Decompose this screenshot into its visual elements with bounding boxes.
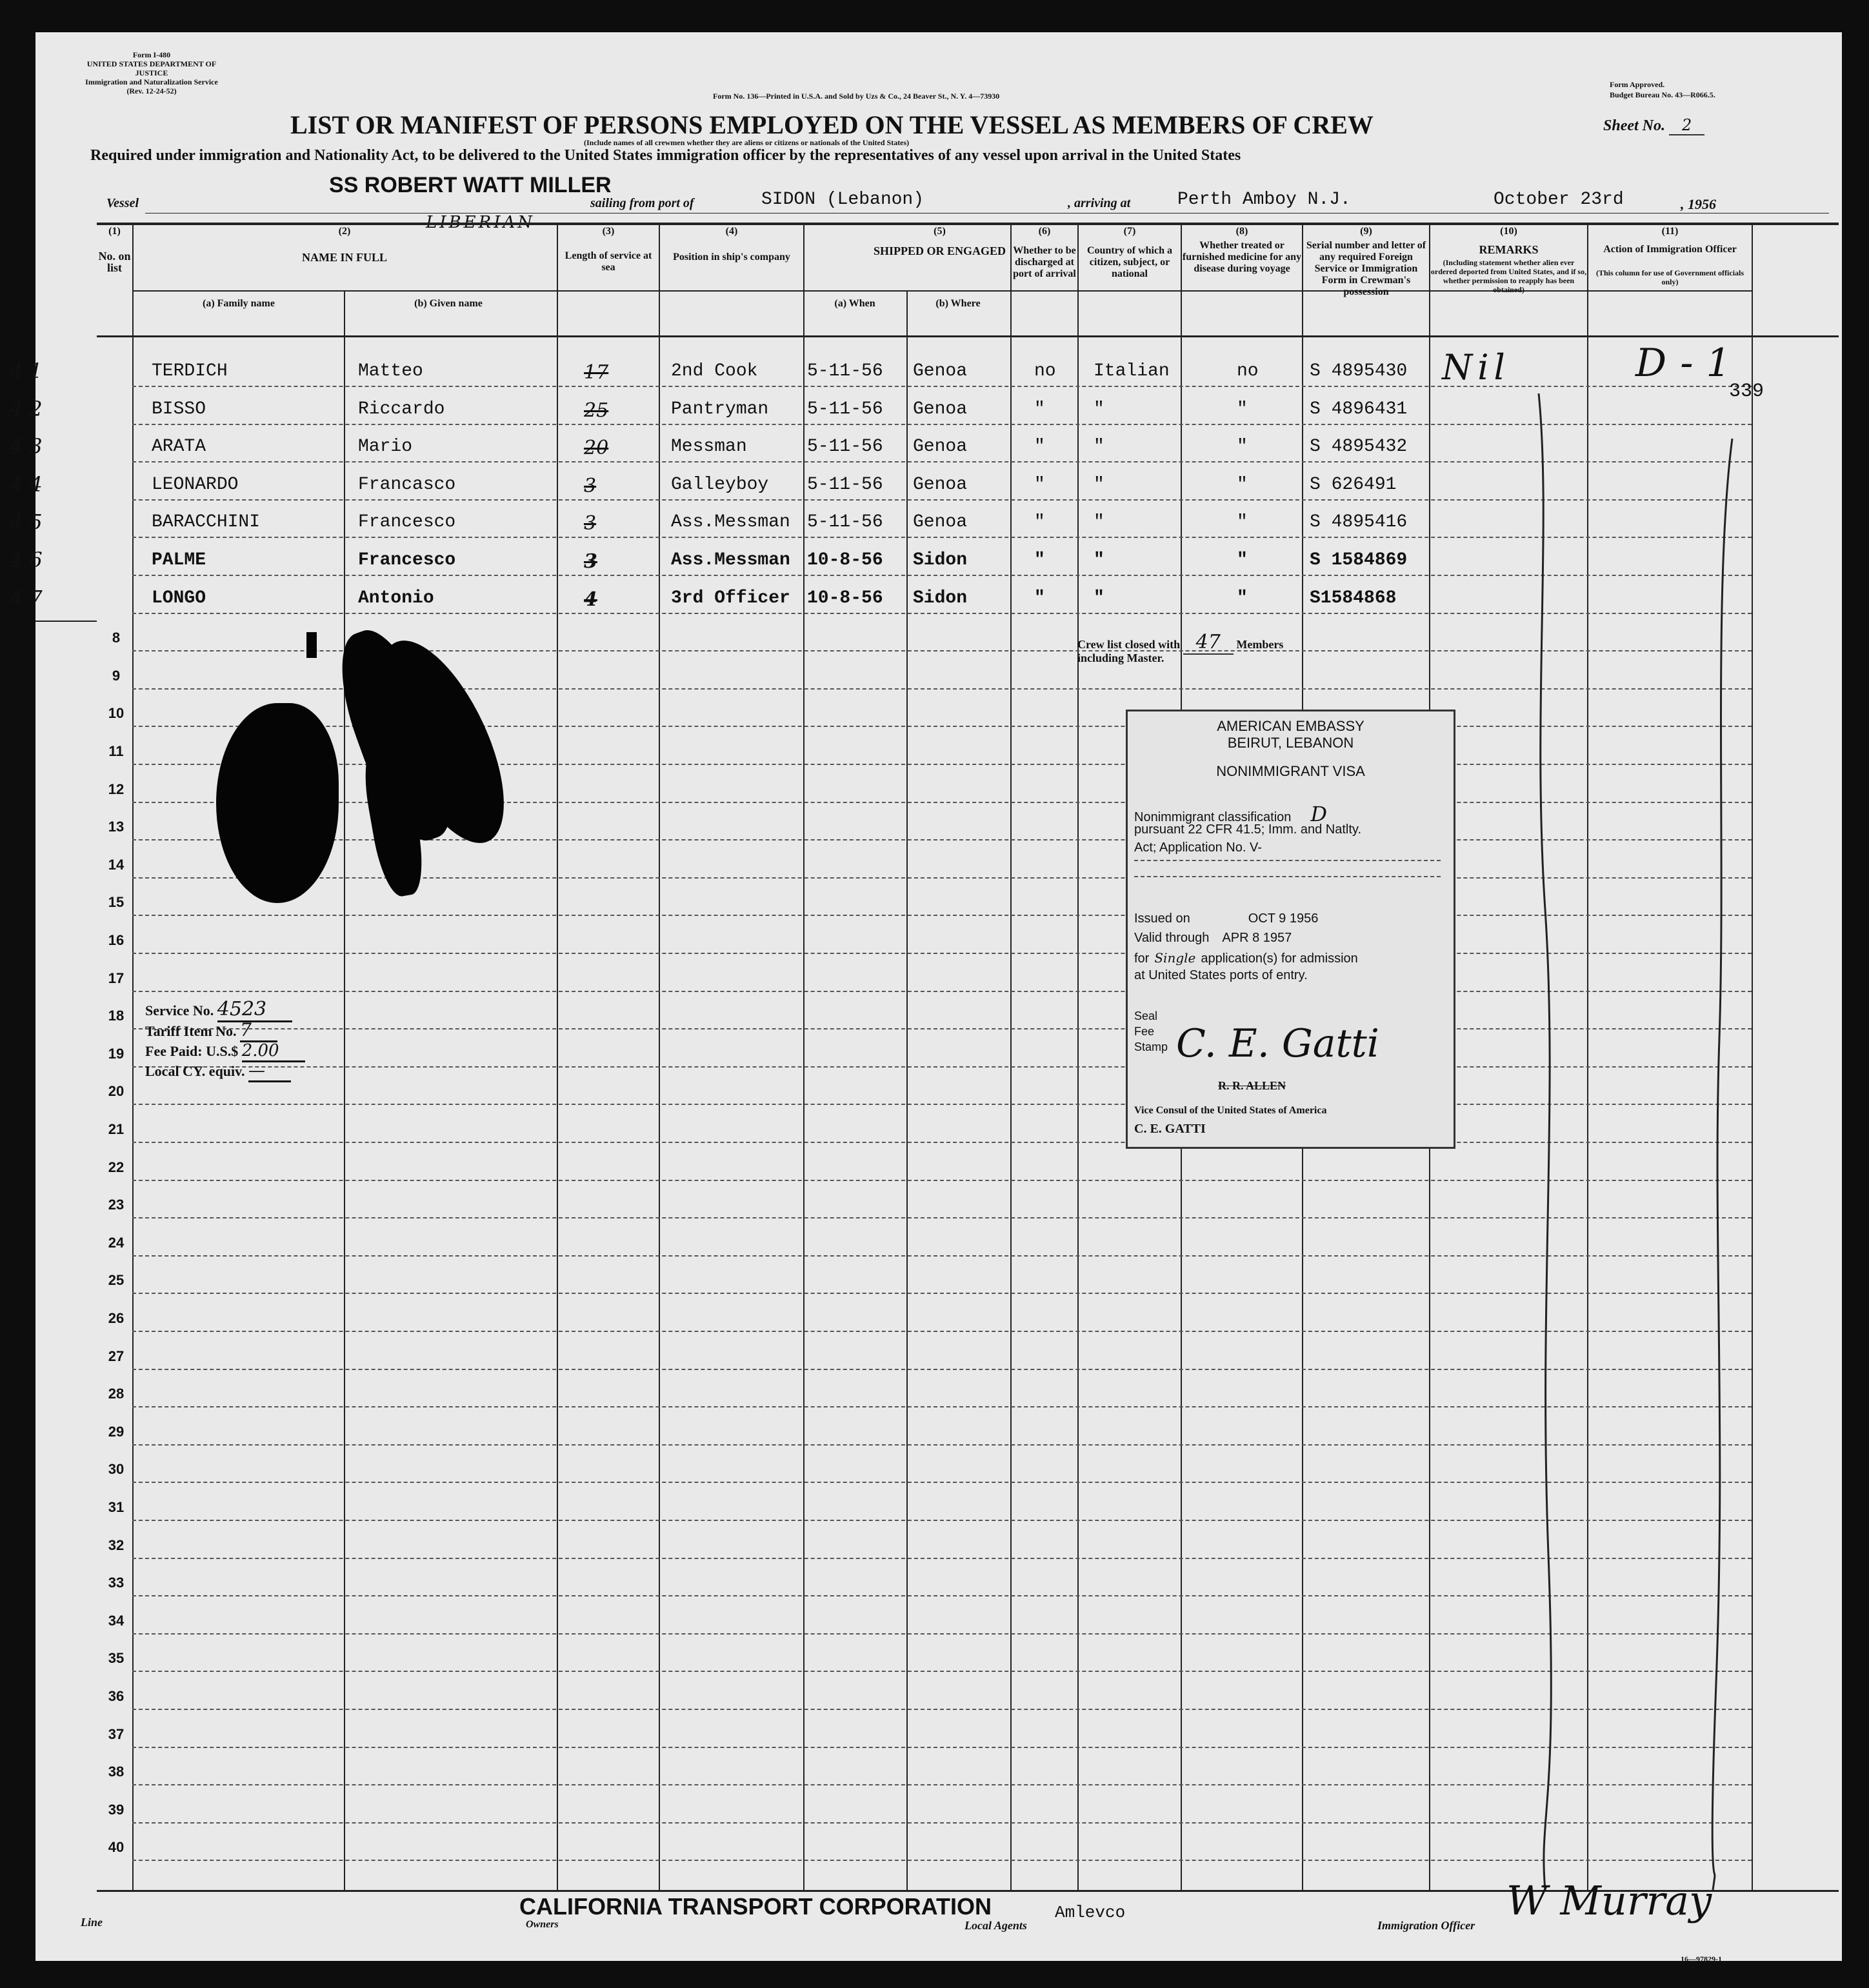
action-number: 339 [1729,381,1764,403]
row-number: 24 [108,1234,125,1251]
cell-discharge: " [1034,399,1045,419]
col2a-header: (a) Family name [203,298,275,309]
cell-country: " [1094,550,1104,570]
row-number: 22 [108,1158,125,1175]
col5-header: (5) SHIPPED OR ENGAGED [873,226,1006,257]
col11-header: (11) Action of Immigration Officer (This column for use of Government officials only) [1595,226,1744,286]
row-number: 16 [108,932,125,948]
cell-discharge: " [1034,550,1045,570]
crew-closed-master: including Master. [1077,651,1164,664]
cell-given: Francesco [358,550,456,570]
cell-family: TERDICH [152,361,228,381]
cell-serial: S 1584869 [1310,550,1408,570]
row-number: 19 [108,1045,125,1062]
arrival-year: , 1956 [1681,196,1716,212]
cell-where: Genoa [913,512,968,533]
cell-country: " [1094,512,1104,533]
cell-discharge: " [1034,474,1045,495]
cell-country: Italian [1094,361,1170,381]
manifest-sheet [10,32,1842,1963]
cell-family: BARACCHINI [152,512,261,533]
cell-position: 2nd Cook [671,361,758,381]
cell-when: 5-11-56 [807,474,883,495]
cell-where: Sidon [913,588,968,608]
seal-blot [216,703,339,903]
cell-where: Genoa [913,437,968,457]
vessel-name: SS ROBERT WATT MILLER [329,173,612,197]
seal-blot [306,632,317,658]
visa-for: for Single application(s) for admission [1134,950,1358,966]
remarks-nil: Nil [1442,347,1510,388]
cell-given: Mario [358,437,413,457]
row-number: 37 [108,1725,125,1742]
row-number: 35 [108,1650,125,1667]
visa-ports: at United States ports of entry. [1134,968,1308,982]
include-note: (Include names of all crewmen whether they are aliens or citizens or nationals of the United States) [584,138,910,147]
cell-medicine: " [1237,399,1248,419]
col8-header: (8) Whether treated or furnished medicine for any disease during voyage [1182,226,1302,274]
cell-serial: S 4895416 [1310,512,1408,533]
cell-service: 4 [584,588,597,611]
form-id-block [74,50,229,95]
sailing-label: sailing from port of [590,196,694,210]
row-number: 12 [108,780,125,797]
row-number: 38 [108,1764,125,1780]
visa-application: Act; Application No. V- [1134,840,1262,855]
cell-position: Galleyboy [671,474,769,495]
cell-service: 20 [584,437,609,460]
arriving-label: , arriving at [1068,196,1131,210]
cell-medicine: " [1237,474,1248,495]
vessel-label: Vessel [106,196,139,210]
cell-service: 25 [584,399,609,422]
officer-signature: W Murray [1506,1877,1712,1924]
row-number: 13 [108,819,125,835]
arriving-port: Perth Amboy N.J. [1177,190,1351,210]
cell-service: 3 [584,512,597,535]
cell-given: Antonio [358,588,434,608]
visa-type: NONIMMIGRANT VISA [1216,763,1365,779]
col9-header: (9) Serial number and letter of any required Foreign Service or Immigration Form in Crewman's possession [1306,226,1426,297]
cell-position: Ass.Messman [671,550,790,570]
row-number: 43 [10,434,49,459]
row-number: 33 [108,1575,125,1591]
cell-family: LONGO [152,588,206,608]
row-number: 45 [10,510,49,535]
budget-bureau: Budget Bureau No. 43—R066.5. [1610,90,1715,99]
cell-family: PALME [152,550,206,570]
cell-serial: S 4896431 [1310,399,1408,419]
row-number: 15 [108,894,125,911]
row-number: 26 [108,1310,125,1326]
cell-given: Francasco [358,474,456,495]
form-approved: Form Approved. [1610,80,1665,89]
col10-header: (10) REMARKS (Including statement whether alien ever ordered deported from United States, and if so, whether permission to reapply has been obtained) [1430,226,1587,294]
row-number: 18 [108,1008,125,1024]
visa-valid: Valid through APR 8 1957 [1134,931,1292,945]
visa-city: BEIRUT, LEBANON [1227,735,1354,751]
cell-family: LEONARDO [152,474,239,495]
owner-name: CALIFORNIA TRANSPORT CORPORATION [519,1893,992,1920]
row-number: 10 [108,705,125,722]
cell-position: 3rd Officer [671,588,790,608]
cell-service: 17 [584,361,609,384]
cell-medicine: " [1237,588,1248,608]
row-number: 11 [108,743,124,759]
service-line: Immigration and Naturalization Service [85,77,218,86]
cell-family: ARATA [152,437,206,457]
col6-header: (6) Whether to be discharged at port of arrival [1013,226,1076,279]
cell-where: Genoa [913,474,968,495]
cell-country: " [1094,588,1104,608]
row-number: 39 [108,1801,125,1818]
row-number: 31 [108,1499,125,1515]
row-number: 47 [10,585,49,610]
cell-discharge: " [1034,437,1045,457]
row-number: 30 [108,1461,125,1478]
service-block: Service No. 4523 Tariff Item No. 7 Fee Paid: U.S.$ 2.00 Local CY. equiv. — [145,1000,305,1081]
visa-stamp [1126,710,1455,1149]
form-number: Form I-480 [132,50,171,59]
cell-discharge: no [1034,361,1056,381]
cell-service: 3 [584,474,597,497]
cell-where: Sidon [913,550,968,570]
subtitle: Required under immigration and Nationality Act, to be delivered to the United States immigration officer by the representatives of any vessel upon arrival in the United States [90,147,1241,164]
col2b-header: (b) Given name [414,298,483,309]
row-number: 20 [108,1083,125,1100]
visa-issued: Issued on OCT 9 1956 [1134,911,1319,926]
crew-closed: Crew list closed with 47 Members [1077,631,1284,653]
form-code: 16—97829-1 [1681,1954,1722,1963]
cell-country: " [1094,474,1104,495]
ditto-lines [1442,393,1803,1909]
cell-when: 10-8-56 [807,588,883,608]
cell-given: Riccardo [358,399,445,419]
row-number: 23 [108,1197,125,1213]
col4-header: (4) Position in ship's company [673,226,790,263]
action-code: D-1 [1635,341,1744,386]
consul-name: C. E. GATTI [1134,1122,1206,1136]
visa-classification: Nonimmigrant classification D [1134,802,1328,826]
row-number: 44 [10,472,49,497]
cell-given: Matteo [358,361,423,381]
cell-when: 5-11-56 [807,512,883,533]
cell-position: Ass.Messman [671,512,790,533]
row-number: 34 [108,1612,125,1629]
struck-name: R. R. ALLEN [1218,1079,1286,1092]
cell-position: Pantryman [671,399,769,419]
col3-header: (3) Length of service at sea [565,226,652,273]
consul-title: Vice Consul of the United States of America [1134,1105,1327,1116]
cell-when: 10-8-56 [807,550,883,570]
sheet-number: Sheet No. 2 [1603,116,1704,135]
local-agent: Amlevco [1055,1903,1126,1922]
cell-where: Genoa [913,361,968,381]
owners-label: Owners [526,1919,559,1930]
col2-header: (2) NAME IN FULL [301,226,387,264]
officer-label: Immigration Officer [1377,1919,1475,1932]
row-number: 9 [112,667,121,684]
row-number: 29 [108,1423,125,1440]
consul-signature: C. E. Gatti [1176,1021,1379,1066]
row-number: 21 [108,1121,125,1137]
col5a-header: (a) When [834,298,875,309]
cell-serial: S 626491 [1310,474,1397,495]
cell-country: " [1094,437,1104,457]
cell-serial: S1584868 [1310,588,1397,608]
row-number: 36 [108,1688,125,1704]
page-title: LIST OR MANIFEST OF PERSONS EMPLOYED ON THE VESSEL AS MEMBERS OF CREW [290,110,1374,139]
cell-medicine: " [1237,512,1248,533]
printer-line: Form No. 136—Printed in U.S.A. and Sold by Uzs & Co., 24 Beaver St., N. Y. 4—73930 [713,92,1000,101]
sailing-port: SIDON (Lebanon) [761,190,925,210]
col5b-header: (b) Where [935,298,981,309]
cell-position: Messman [671,437,747,457]
visa-pursuant: pursuant 22 CFR 41.5; Imm. and Natlty. [1134,822,1362,837]
row-number: 27 [108,1347,125,1364]
cell-discharge: " [1034,512,1045,533]
row-number: 41 [10,359,49,383]
row-number: 46 [10,548,49,572]
revision: (Rev. 12-24-52) [126,86,177,95]
cell-medicine: no [1237,361,1259,381]
cell-when: 5-11-56 [807,399,883,419]
cell-when: 5-11-56 [807,437,883,457]
cell-service: 3 [584,550,597,573]
row-number: 40 [108,1839,125,1856]
col7-header: (7) Country of which a citizen, subject, or national [1086,226,1172,279]
dept-line: UNITED STATES DEPARTMENT OF JUSTICE [86,59,217,77]
col1-header: (1) No. on list [98,226,131,274]
line-label: Line [81,1916,103,1929]
cell-medicine: " [1237,550,1248,570]
visa-seal-fee: Seal Fee Stamp [1134,1009,1168,1053]
cell-serial: S 4895430 [1310,361,1408,381]
cell-family: BISSO [152,399,206,419]
row-number: 28 [108,1386,125,1402]
cell-where: Genoa [913,399,968,419]
cell-when: 5-11-56 [807,361,883,381]
row-number: 32 [108,1536,125,1553]
cell-discharge: " [1034,588,1045,608]
row-number: 42 [10,396,49,421]
cell-serial: S 4895432 [1310,437,1408,457]
arrival-date: October 23rd [1494,190,1624,210]
row-number: 17 [108,969,125,986]
agents-label: Local Agents [964,1919,1027,1932]
cell-given: Francesco [358,512,456,533]
row-number: 14 [108,856,125,873]
row-number: 8 [112,630,121,646]
visa-embassy: AMERICAN EMBASSY [1217,718,1364,734]
cell-medicine: " [1237,437,1248,457]
cell-country: " [1094,399,1104,419]
row-number: 25 [108,1272,125,1289]
